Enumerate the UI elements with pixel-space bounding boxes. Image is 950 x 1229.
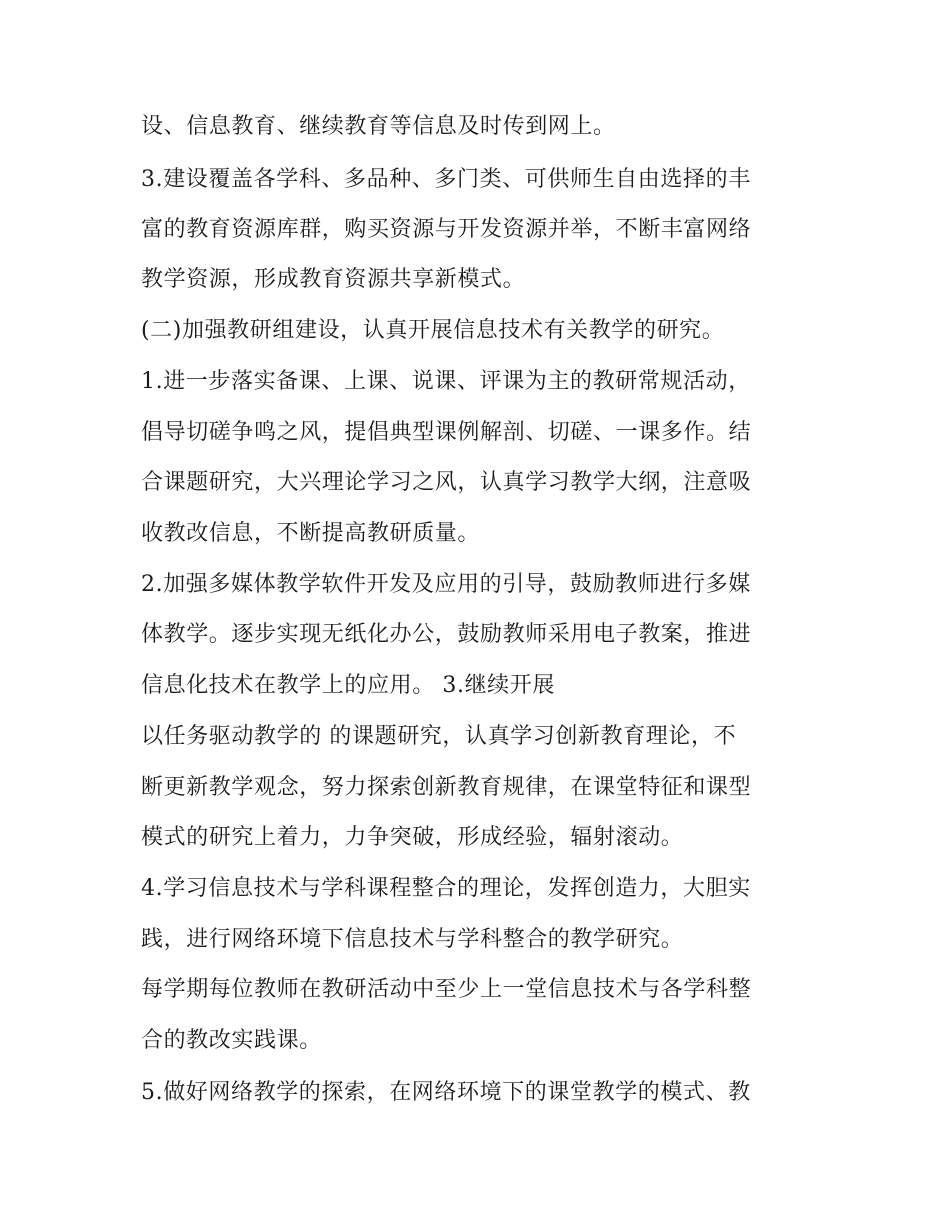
text-line: 5.做好网络教学的探索，在网络环境下的课堂教学的模式、教: [141, 1080, 751, 1105]
text-line: 富的教育资源库群，购买资源与开发资源并举，不断丰富网络: [141, 217, 752, 242]
text-line: 4.学习信息技术与学科课程整合的理论，发挥创造力，大胆实: [141, 876, 751, 901]
text-line: 践，进行网络环境下信息技术与学科整合的教学研究。: [141, 927, 684, 952]
text-line: 合的教改实践课。: [141, 1028, 322, 1053]
text-line: 合课题研究，大兴理论学习之风，认真学习教学大纲，注意吸: [141, 470, 752, 495]
text-line: 教学资源，形成教育资源共享新模式。: [141, 267, 526, 292]
text-line: 2.加强多媒体教学软件开发及应用的引导，鼓励教师进行多媒: [141, 572, 751, 597]
text-line: 信息化技术在教学上的应用。 3.继续开展: [141, 673, 555, 698]
text-line: 收教改信息，不断提高教研质量。: [141, 521, 481, 546]
text-line: 以任务驱动教学的 的课题研究，认真学习创新教育理论，不: [141, 724, 737, 749]
text-line: 设、信息教育、继续教育等信息及时传到网上。: [141, 114, 616, 139]
text-line: 体教学。逐步实现无纸化办公，鼓励教师采用电子教案，推进: [141, 622, 752, 647]
text-line: 每学期每位教师在教研活动中至少上一堂信息技术与各学科整: [141, 977, 752, 1002]
text-line: 断更新教学观念，努力探索创新教育规律，在课堂特征和课型: [141, 775, 752, 800]
text-line: 3.建设覆盖各学科、多品种、多门类、可供师生自由选择的丰: [141, 167, 751, 192]
text-line: 模式的研究上着力，力争突破，形成经验，辐射滚动。: [141, 825, 684, 850]
text-line: (二)加强教研组建设，认真开展信息技术有关教学的研究。: [141, 318, 725, 343]
text-line: 1.进一步落实备课、上课、说课、评课为主的教研常规活动，: [141, 369, 751, 394]
text-line: 倡导切磋争鸣之风，提倡典型课例解剖、切磋、一课多作。结: [141, 420, 752, 445]
